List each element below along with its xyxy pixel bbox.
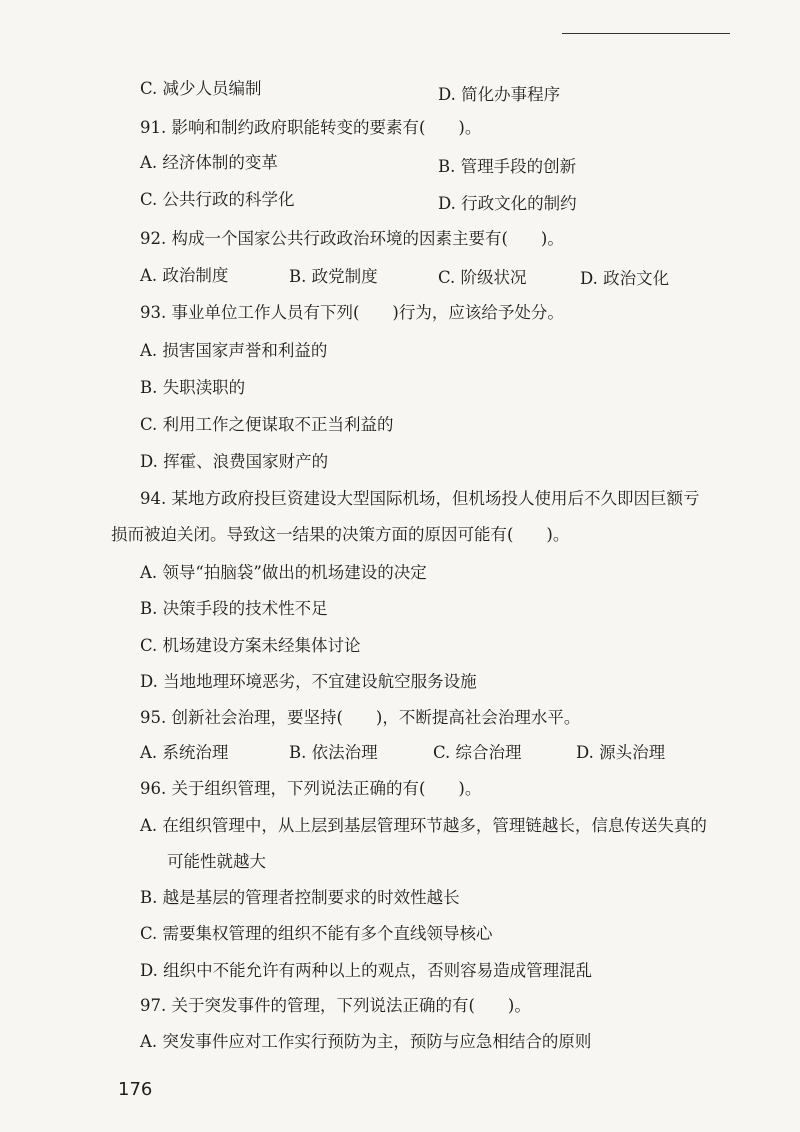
- q93-option-a: A. 损害国家声誉和利益的: [140, 341, 328, 360]
- q92-option-d: D. 政治文化: [580, 269, 670, 288]
- q96-option-c: C. 需要集权管理的组织不能有多个直线领导核心: [140, 924, 493, 943]
- q96-option-a-line-2: 可能性就越大: [167, 852, 266, 871]
- q92-option-a: A. 政治制度: [140, 266, 229, 285]
- page-number: 176: [118, 1079, 153, 1100]
- q96-option-a-line-1: A. 在组织管理中，从上层到基层管理环节越多，管理链越长，信息传送失真的: [140, 816, 707, 835]
- q90-option-d: D. 简化办事程序: [438, 85, 561, 104]
- q91-stem: 91. 影响和制约政府职能转变的要素有( )。: [140, 118, 482, 137]
- q93-option-d: D. 挥霍、浪费国家财产的: [140, 452, 329, 471]
- header-rule: [562, 33, 730, 34]
- q95-stem: 95. 创新社会治理，要坚持( )，不断提高社会治理水平。: [140, 708, 581, 727]
- q93-stem: 93. 事业单位工作人员有下列( )行为，应该给予处分。: [140, 303, 564, 322]
- q96-option-d: D. 组织中不能允许有两种以上的观点，否则容易造成管理混乱: [140, 961, 593, 980]
- q95-option-a: A. 系统治理: [140, 743, 229, 762]
- q93-option-c: C. 利用工作之便谋取不正当利益的: [140, 415, 394, 434]
- q91-option-d: D. 行政文化的制约: [438, 194, 577, 213]
- q97-option-a: A. 突发事件应对工作实行预防为主，预防与应急相结合的原则: [140, 1032, 592, 1051]
- q94-option-a: A. 领导“拍脑袋”做出的机场建设的决定: [140, 563, 427, 582]
- q94-option-c: C. 机场建设方案未经集体讨论: [140, 636, 361, 655]
- q91-option-c: C. 公共行政的科学化: [140, 190, 295, 209]
- q90-option-c: C. 减少人员编制: [140, 79, 262, 98]
- q97-stem: 97. 关于突发事件的管理，下列说法正确的有( )。: [140, 996, 531, 1015]
- q94-option-d: D. 当地地理环境恶劣，不宜建设航空服务设施: [140, 672, 477, 691]
- q92-option-b: B. 政党制度: [289, 267, 378, 286]
- q94-option-b: B. 决策手段的技术性不足: [140, 599, 328, 618]
- q95-option-b: B. 依法治理: [289, 743, 378, 762]
- q95-option-d: D. 源头治理: [576, 743, 666, 762]
- q96-stem: 96. 关于组织管理，下列说法正确的有( )。: [140, 779, 482, 798]
- q91-option-a: A. 经济体制的变革: [140, 153, 278, 172]
- q92-option-c: C. 阶级状况: [438, 268, 527, 287]
- q91-option-b: B. 管理手段的创新: [438, 157, 577, 176]
- q94-stem-line-2: 损而被迫关闭。导致这一结果的决策方面的原因可能有( )。: [111, 525, 570, 544]
- q92-stem: 92. 构成一个国家公共行政政治环境的因素主要有( )。: [140, 229, 564, 248]
- q96-option-b: B. 越是基层的管理者控制要求的时效性越长: [140, 888, 460, 907]
- q94-stem-line-1: 94. 某地方政府投巨资建设大型国际机场，但机场投人使用后不久即因巨额亏: [140, 489, 700, 508]
- q95-option-c: C. 综合治理: [433, 743, 522, 762]
- q93-option-b: B. 失职渎职的: [140, 378, 246, 397]
